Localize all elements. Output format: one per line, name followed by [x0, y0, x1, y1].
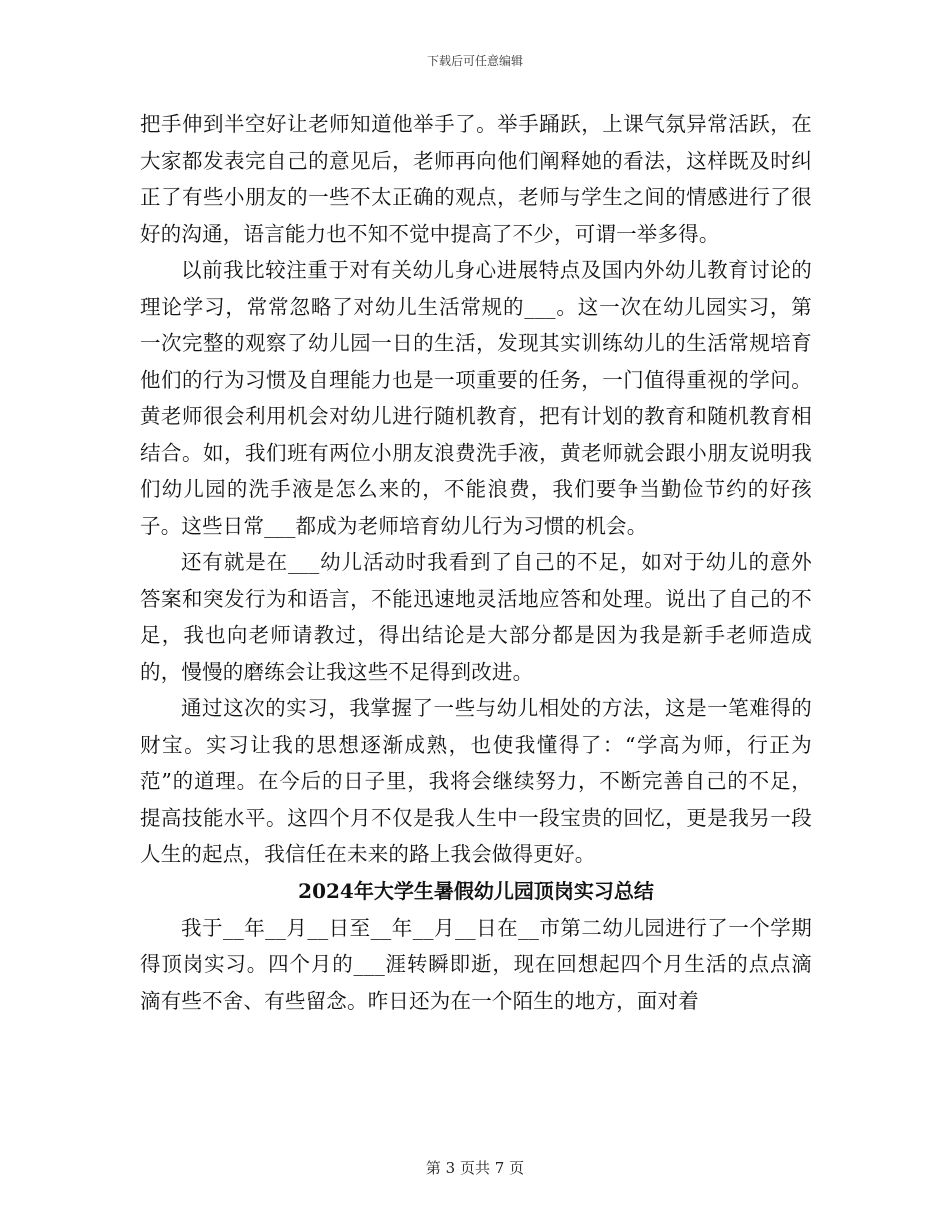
paragraph: 我于__年__月__日至__年__月__日在__市第二幼儿园进行了一个学期得顶岗实习。四个月的___涯转瞬即逝，现在回想起四个月生活的点点滴滴有些不舍、有些留念。昨日还为在一个陌生的地方，面对着: [140, 915, 812, 1013]
page-number: 第 3 页共 7 页: [425, 1159, 525, 1177]
section-title: 2024年大学生暑假幼儿园顶岗实习总结: [298, 878, 654, 903]
paragraph: 以前我比较注重于对有关幼儿身心进展特点及国内外幼儿教育讨论的理论学习，常常忽略了对幼儿生活常规的___。这一次在幼儿园实习，第一次完整的观察了幼儿园一日的生活，发现其实训练幼儿的生活常规培育他们的行为习惯及自理能力也是一项重要的任务，一门值得重视的学问。黄老师很会利用机会对幼儿进行随机教育，把有计划的教育和随机教育相结合。如，我们班有两位小朋友浪费洗手液，黄老师就会跟小朋友说明我们幼儿园的洗手液是怎么来的，不能浪费，我们要争当勤俭节约的好孩子。这些日常___都成为老师培育幼儿行为习惯的机会。: [140, 258, 812, 538]
paragraph: 通过这次的实习，我掌握了一些与幼儿相处的方法，这是一笔难得的财宝。实习让我的思想逐渐成熟，也使我懂得了：“学高为师，行正为范”的道理。在今后的日子里，我将会继续努力，不断完善自己的不足，提高技能水平。这四个月不仅是我人生中一段宝贵的回忆，更是我另一段人生的起点，我信任在未来的路上我会做得更好。: [140, 696, 812, 866]
paragraph: 把手伸到半空好让老师知道他举手了。举手踊跃，上课气氛异常活跃，在大家都发表完自己的意见后，老师再向他们阐释她的看法，这样既及时纠正了有些小朋友的一些不太正确的观点，老师与学生之间的情感进行了很好的沟通，语言能力也不知不觉中提高了不少，可谓一举多得。: [140, 112, 812, 246]
paragraph: 还有就是在___幼儿活动时我看到了自己的不足，如对于幼儿的意外答案和突发行为和语言，不能迅速地灵活地应答和处理。说出了自己的不足，我也向老师请教过，得出结论是大部分都是因为我是新手老师造成的，慢慢的磨练会让我这些不足得到改进。: [140, 550, 812, 684]
document-body: [140, 106, 812, 1019]
page-header: 下载后可任意编辑: [426, 54, 523, 68]
